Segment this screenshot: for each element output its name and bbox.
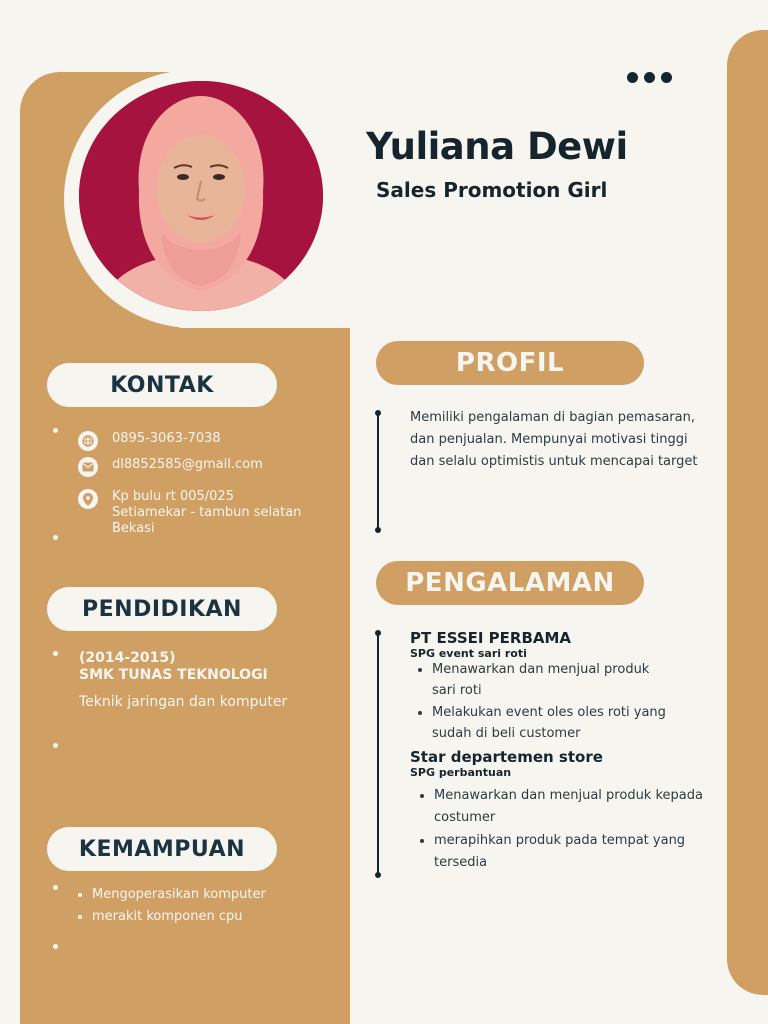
profile-photo	[79, 81, 323, 311]
experience-company-1: PT ESSEI PERBAMA	[410, 629, 572, 647]
skills-list	[72, 884, 266, 928]
experience-role-1: SPG event sari roti	[410, 647, 527, 660]
contact-email: dl8852585@gmail.com	[112, 457, 263, 472]
mail-icon	[78, 457, 98, 477]
dot-1	[627, 72, 638, 83]
dot-2	[644, 72, 655, 83]
job-title: Sales Promotion Girl	[376, 178, 608, 202]
section-heading-kontak: KONTAK	[47, 363, 277, 407]
education-years: (2014-2015)	[79, 650, 176, 666]
contact-phone-row	[78, 431, 221, 451]
timeline-line	[377, 413, 379, 530]
section-heading-profil: PROFIL	[376, 341, 644, 385]
globe-icon	[78, 431, 98, 451]
contact-address-row	[78, 489, 301, 537]
address-line-2: Setiamekar - tambun selatan	[112, 505, 302, 520]
location-pin-icon	[78, 489, 98, 509]
section-heading-pendidikan: PENDIDIKAN	[47, 587, 277, 631]
section-heading-kemampuan: KEMAMPUAN	[47, 827, 277, 871]
portrait-illustration	[79, 81, 323, 311]
timeline-dot	[375, 872, 381, 878]
skill-item: • Mengoperasikan komputer	[92, 884, 266, 906]
duty-item: • Menawarkan dan menjual produk sari roti	[432, 659, 672, 701]
skill-item: • merakit komponen cpu	[92, 906, 266, 928]
education-major: Teknik jaringan dan komputer	[79, 694, 288, 710]
bullet-dot	[53, 428, 58, 433]
right-decorative-strip	[727, 30, 768, 995]
more-options-icon[interactable]	[627, 72, 672, 83]
education-school: SMK TUNAS TEKNOLOGI	[79, 667, 268, 683]
experience-role-2: SPG perbantuan	[410, 766, 512, 779]
experience-duties-1	[412, 659, 672, 745]
duty-item: • merapihkan produk pada tempat yang tersedia	[434, 830, 724, 874]
contact-phone: 0895-3063-7038	[112, 431, 221, 446]
timeline-line	[377, 633, 379, 876]
duty-item: • Menawarkan dan menjual produk kepada costumer	[434, 785, 724, 829]
experience-company-2: Star departemen store	[410, 748, 603, 766]
bullet-dot	[53, 651, 58, 656]
address-line-3: Bekasi	[112, 521, 155, 536]
profile-description: Memiliki pengalaman di bagian pemasaran, dan penjualan. Mempunyai motivasi tinggi dan selalu optimistis untuk mencapai target	[410, 410, 698, 469]
bullet-dot	[53, 743, 58, 748]
address-line-1: Kp bulu rt 005/025	[112, 489, 234, 504]
bullet-dot	[53, 885, 58, 890]
section-heading-pengalaman: PENGALAMAN	[376, 561, 644, 605]
bullet-dot	[53, 535, 58, 540]
person-name: Yuliana Dewi	[366, 125, 628, 168]
timeline-dot	[375, 527, 381, 533]
contact-address	[112, 489, 301, 537]
contact-email-row	[78, 457, 263, 477]
duty-item: • Melakukan event oles oles roti yang sudah di beli customer	[432, 702, 672, 744]
experience-duties-2	[414, 785, 724, 875]
bullet-dot	[53, 944, 58, 949]
dot-3	[661, 72, 672, 83]
